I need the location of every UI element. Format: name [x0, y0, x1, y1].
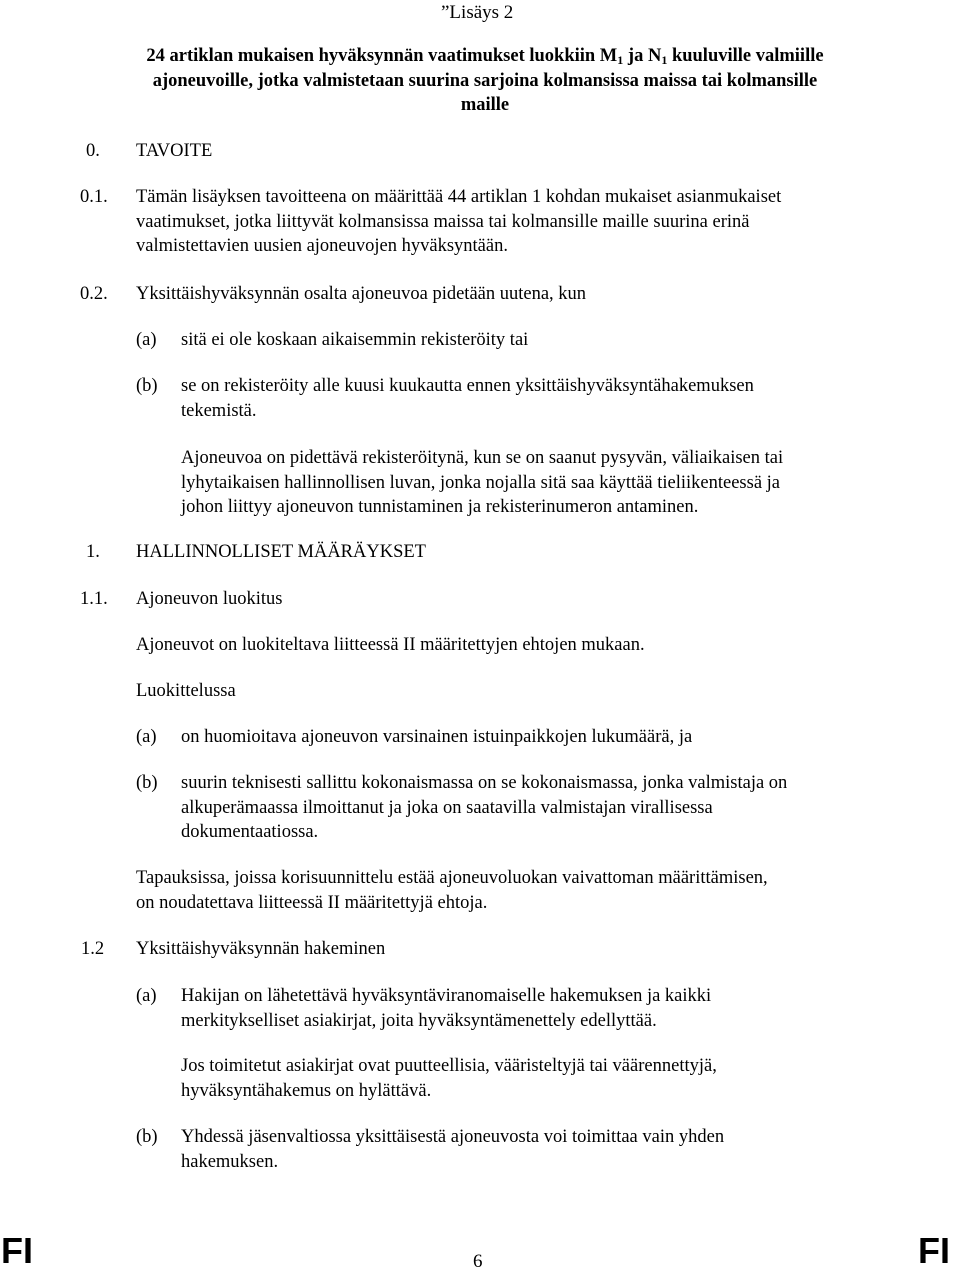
bodywork-paragraph: Tapauksissa, joissa korisuunnittelu estää ajoneuvoluokan vaivattoman määrittämisen, on noudatettava liitteessä II määritettyjä ehtoja.: [136, 868, 768, 913]
app-item-text-a: Hakijan on lähetettävä hyväksyntäviranomaiselle hakemuksen ja kaikki merkitykselliset asiakirjat, joita hyväksyntämenettely edellyttää.: [181, 986, 712, 1031]
footer-language-code-left: FI: [1, 1230, 33, 1271]
registration-note: Ajoneuvoa on pidettävä rekisteröitynä, kun se on saanut pysyvän, väliaikaisen tai lyhytaikaisen hallinnollisen luvan, jonka nojalla sitä saa käyttää tieliikenteessä ja johon liittyy ajoneuvon tunnistaminen ja rekisterinumeron antaminen.: [181, 448, 784, 517]
incomplete-documents-note: Jos toimitetut asiakirjat ovat puutteellisia, vääristeltyjä tai väärennettyjä, hyväksyntähakemus on hylättävä.: [181, 1056, 717, 1101]
para-0-2-text: Yksittäishyväksynnän osalta ajoneuvoa pidetään uutena, kun: [136, 284, 587, 304]
section-1-heading: HALLINNOLLISET MÄÄRÄYKSET: [136, 542, 426, 562]
app-item-text-b: Yhdessä jäsenvaltiossa yksittäisestä ajoneuvosta voi toimittaa vain yhden hakemuksen.: [181, 1127, 725, 1172]
para-1-1-heading: Ajoneuvon luokitus: [136, 589, 283, 609]
para-0-2-number: 0.2.: [80, 284, 108, 304]
classification-intro: Luokittelussa: [136, 681, 236, 701]
para-0-1-text: Tämän lisäyksen tavoitteena on määrittää 44 artiklan 1 kohdan mukaiset asianmukaiset vaatimukset, jotka liittyvät kolmansissa maissa tai kolmansille maille suurina erinä valmistettavien uusien ajoneuvojen hyväksyntään.: [136, 187, 782, 256]
section-1-number: 1.: [86, 542, 100, 562]
annex-label: ”Lisäys 2: [441, 2, 514, 23]
para-1-2-heading: Yksittäishyväksynnän hakeminen: [136, 939, 386, 959]
para-1-1-number: 1.1.: [80, 589, 108, 609]
class-item-label-b: (b): [136, 773, 158, 793]
footer-language-code-right: FI: [918, 1230, 950, 1271]
classification-paragraph: Ajoneuvot on luokiteltava liitteessä II määritettyjen ehtojen mukaan.: [136, 635, 645, 655]
app-item-label-a: (a): [136, 986, 157, 1006]
class-item-text-a: on huomioitava ajoneuvon varsinainen istuinpaikkojen lukumäärä, ja: [181, 727, 693, 747]
para-0-1-number: 0.1.: [80, 187, 108, 207]
item-label-b: (b): [136, 376, 158, 396]
document-title: [90, 44, 880, 118]
class-item-text-b: suurin teknisesti sallittu kokonaismassa on se kokonaismassa, jonka valmistaja on alkuperämaassa ilmoittanut ja joka on saatavilla valmistajan virallisessa dokumentaatiossa.: [181, 773, 788, 842]
page-number: 6: [473, 1251, 483, 1272]
section-0-number: 0.: [86, 141, 100, 161]
para-1-2-number: 1.2: [81, 939, 105, 959]
title-line-3: maille: [460, 95, 510, 115]
section-0-heading: TAVOITE: [136, 141, 213, 161]
item-label-a: (a): [136, 330, 157, 350]
title-line-2: ajoneuvoille, jotka valmistetaan suurina sarjoina kolmansissa maissa tai kolmansille: [152, 70, 818, 91]
item-text-a: sitä ei ole koskaan aikaisemmin rekisteröity tai: [181, 330, 529, 350]
title-line-1: 24 artiklan mukaisen hyväksynnän vaatimukset luokkiin $M_1$ ja $N_1$ kuuluville valmiille: [146, 46, 824, 67]
item-text-b: se on rekisteröity alle kuusi kuukautta ennen yksittäishyväksyntähakemuksen tekemistä.: [181, 376, 754, 421]
class-item-label-a: (a): [136, 727, 157, 747]
app-item-label-b: (b): [136, 1127, 158, 1147]
